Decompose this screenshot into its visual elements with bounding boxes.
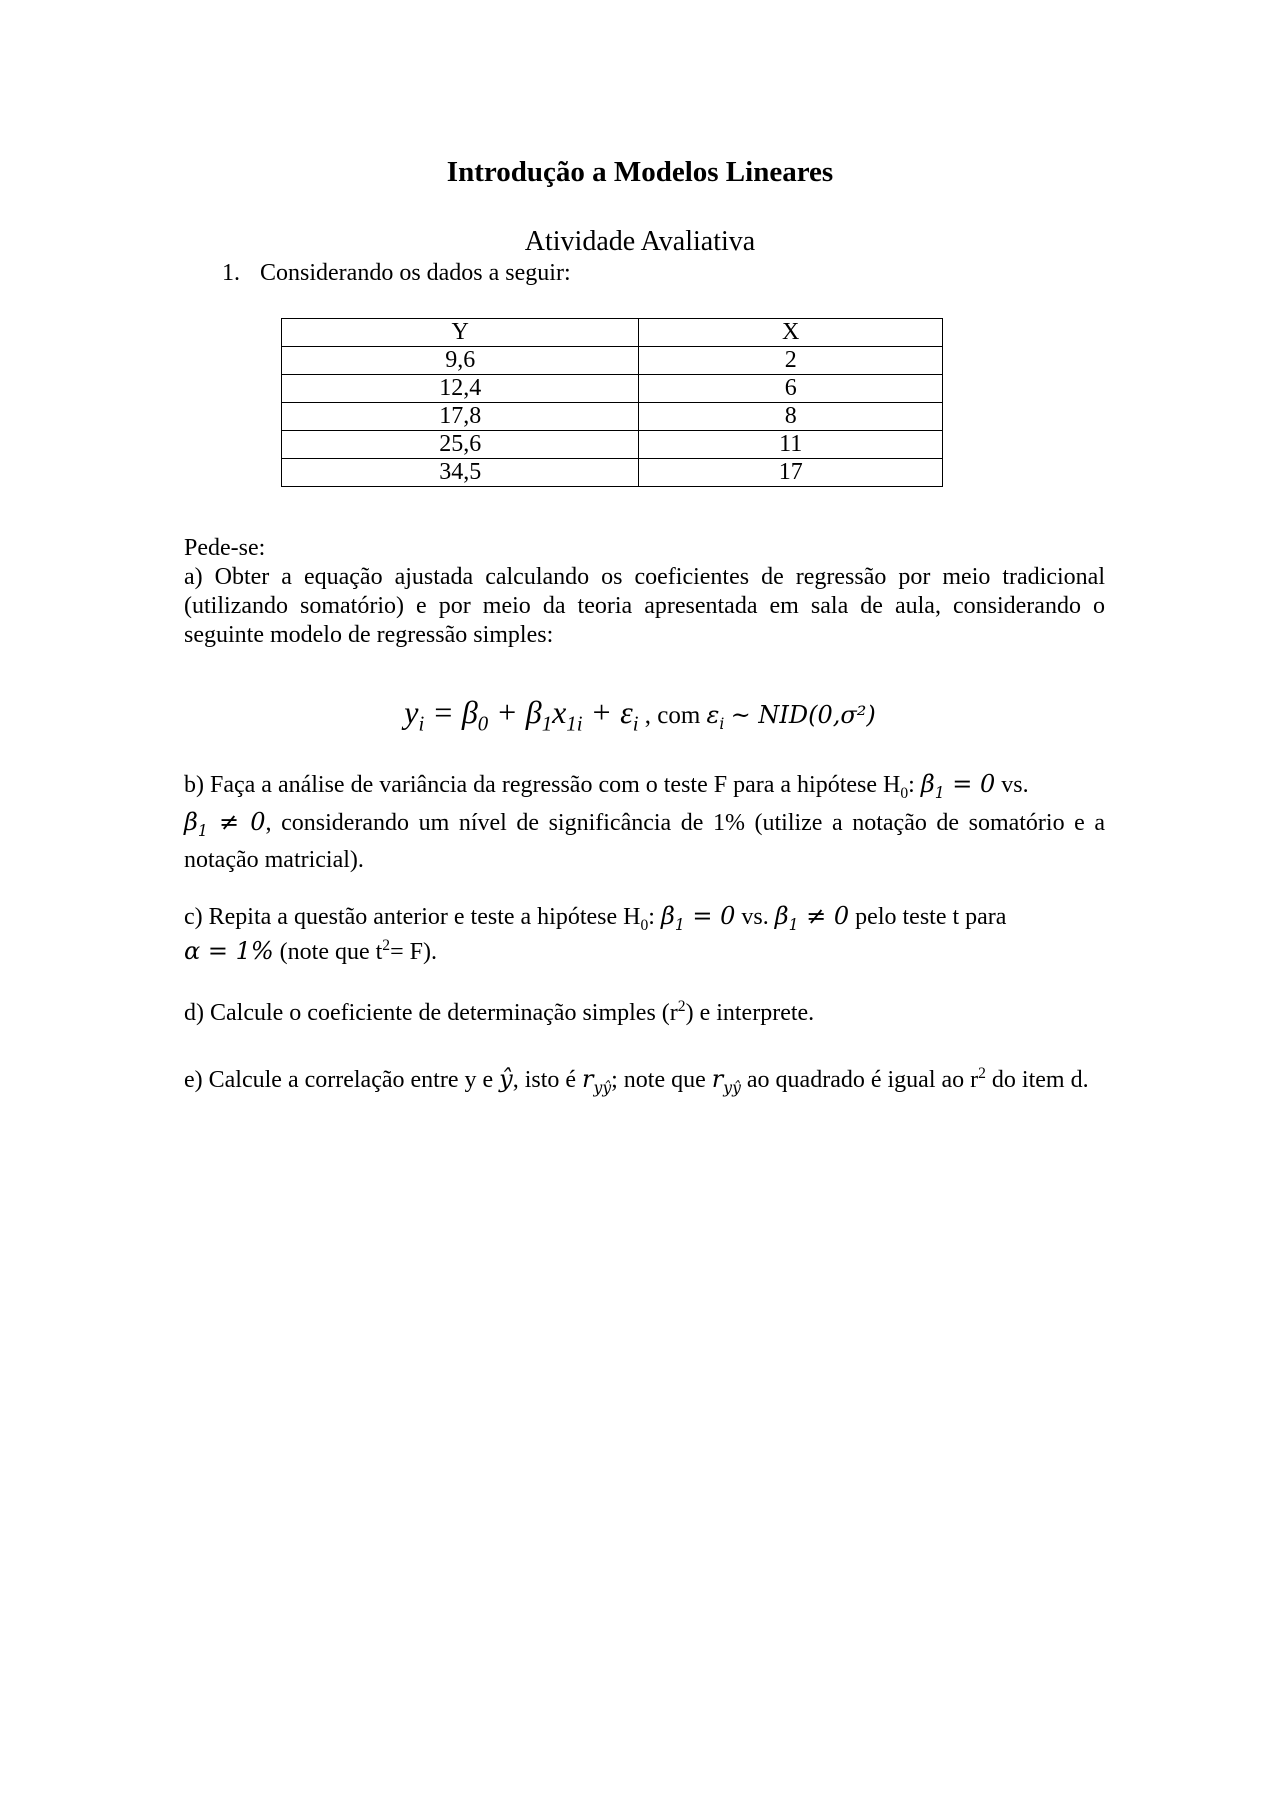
table-row (282, 431, 943, 459)
table-row (282, 459, 943, 487)
question-1-intro (222, 258, 571, 288)
hypothesis-null-c: $\beta_1 = 0$ (660, 902, 736, 934)
item-c-part1: c) Repita a questão anterior e teste a hipótese H (184, 904, 641, 930)
equation-distribution: ~ NID(0,σ²) (730, 701, 876, 729)
hypothesis-alternative: $\beta_1 \ne 0$ (184, 808, 266, 840)
item-e-text: e) Calcule a correlação entre y e ŷ, isto é $r_{yŷ}$; note que $r_{yŷ}$ ao quadrado é igual ao $r^2$ do item d. (184, 1065, 1089, 1097)
question-number: 1. (222, 260, 240, 286)
item-c-part3: vs. (741, 904, 769, 930)
item-b-text: b) Faça a análise de variância da regressão com o teste F para a hipótese $H_0$: $\beta_1 = 0$ vs. $\beta_1 \ne 0$, considerando um nível de significância de 1% (utilize a notação de somatório e a notação matricial). (184, 770, 1105, 873)
table-cell-x: 8 (639, 403, 943, 431)
item-a-text: a) Obter a equação ajustada calculando os coeficientes de regressão por meio tradicional (utilizando somatório) e por meio da teoria apresentada em sala de aula, considerando o seguinte modelo de regressão simples: (184, 564, 1105, 648)
item-c-part5: (note que t (279, 939, 383, 965)
item-c-text: c) Repita a questão anterior e teste a hipótese $H_0$: $\beta_1 = 0$ vs. $\beta_1 \ne 0$ pelo teste t para α = 1% (note que $t^2= F$). (184, 902, 1007, 965)
item-e-part4: ao quadrado é igual ao r (746, 1067, 979, 1093)
table-header-row (282, 319, 943, 347)
table-cell-x: 2 (639, 347, 943, 375)
document-title: Introdução a Modelos Lineares (446, 156, 834, 188)
data-table (281, 318, 943, 487)
item-c-part4: pelo teste t para (855, 904, 1007, 930)
alpha-level: α = 1% (184, 937, 274, 965)
pede-se-label: Pede-se: (184, 535, 266, 561)
equation-connector: , com (644, 702, 701, 729)
item-e-part5: do item d. (991, 1067, 1089, 1093)
table-cell-y: 17,8 (282, 403, 639, 431)
item-c-part6: = F). (390, 939, 437, 965)
question-intro-text: Considerando os dados a seguir: (260, 260, 571, 286)
table-row (282, 375, 943, 403)
hypothesis-null: $\beta_1 = 0$ (920, 770, 996, 802)
table-header-x: X (639, 319, 943, 347)
table-cell-x: 6 (639, 375, 943, 403)
correlation-symbol: $r_{yŷ}$ (582, 1065, 612, 1097)
table-row (282, 347, 943, 375)
item-b-part1: b) Faça a análise de variância da regressão com o teste F para a hipótese H (184, 772, 901, 798)
item-c-part2: : (648, 904, 655, 930)
document-subtitle: Atividade Avaliativa (524, 226, 756, 257)
correlation-symbol-2: $r_{yŷ}$ (711, 1065, 741, 1097)
item-b-part3: vs. (1001, 772, 1029, 798)
y-hat-symbol: ŷ (499, 1065, 513, 1093)
table-cell-y: 12,4 (282, 375, 639, 403)
item-d-part2: ) e interprete. (685, 1000, 815, 1026)
item-d-text: d) Calcule o coeficiente de determinação simples $(r^2)$ e interprete. (184, 998, 815, 1026)
table-row (282, 403, 943, 431)
table-cell-y: 9,6 (282, 347, 639, 375)
hypothesis-alternative-c: $\beta_1 \ne 0$ (774, 902, 850, 934)
table-cell-x: 11 (639, 431, 943, 459)
item-b-part4: , considerando um nível de significância de 1% (utilize a notação de somatório e a notação matricial). (184, 810, 1105, 873)
table-cell-y: 25,6 (282, 431, 639, 459)
equation-error-term: $\varepsilon_i$ (706, 701, 725, 733)
equation-lhs: $y_i = \beta_0 + \beta_1x_{1i} + \varepsilon_i$ (404, 694, 639, 736)
item-b-part2: : (908, 772, 915, 798)
item-e-part2: , isto é (512, 1067, 577, 1093)
item-d-part1: d) Calcule o coeficiente de determinação simples (r (184, 1000, 678, 1026)
regression-model-equation (0, 692, 1280, 736)
table-cell-x: 17 (639, 459, 943, 487)
table-header-y: Y (282, 319, 639, 347)
item-e-part3: ; note que (611, 1067, 706, 1093)
item-e-part1: e) Calcule a correlação entre y e (184, 1067, 494, 1093)
table-cell-y: 34,5 (282, 459, 639, 487)
